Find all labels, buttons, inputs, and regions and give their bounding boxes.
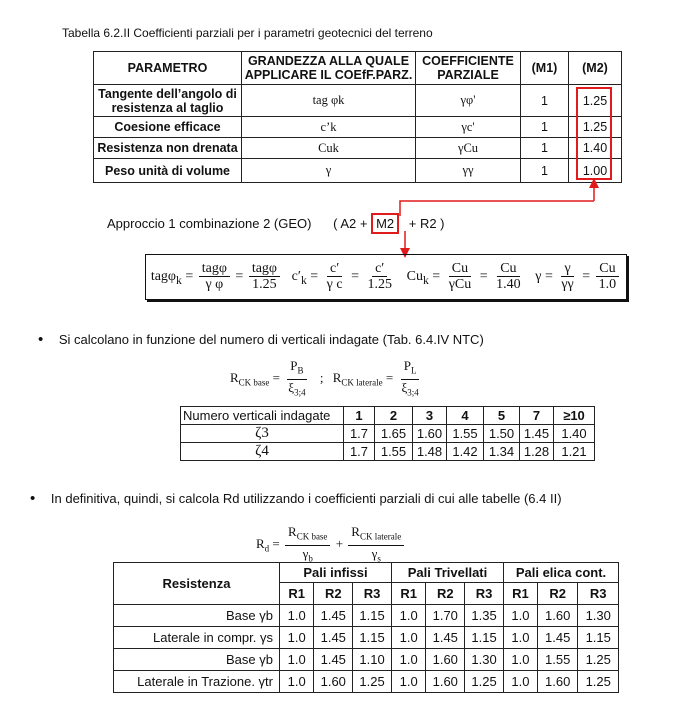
rck-formula: $R_{CK base}$ = $\frac{P_B}{\xi_{3;4}}$ ; $R_{CK laterale}$ = $\frac{P_L}{\xi_{3;4}}$	[230, 358, 419, 398]
sub-header: R1	[280, 583, 314, 605]
row-label: Laterale in compr. γs	[114, 627, 280, 649]
row-m2: 1.40	[569, 138, 622, 159]
formula-cu: $Cu_k$ = $\frac{Cu}{\text{γCu}}$ = $\frac{Cu}{1.40}$	[406, 261, 521, 292]
row-grandezza: c’k	[242, 117, 416, 138]
cell: 1.40	[554, 425, 595, 443]
row-m2: 1.25	[569, 117, 622, 138]
sub-header: R1	[392, 583, 426, 605]
approach-open: ( A2 +	[333, 216, 368, 231]
row-grandezza: tag φk	[242, 85, 416, 117]
cell: 1.45	[537, 627, 578, 649]
cell: 1.28	[520, 443, 554, 461]
header-parametro: PARAMETRO	[94, 52, 242, 85]
header-m2: (M2)	[569, 52, 622, 85]
row-m1: 1	[521, 138, 569, 159]
header-numero-verticali: Numero verticali indagate	[181, 407, 344, 425]
col-header: 2	[375, 407, 413, 425]
m2-value: 1.25	[582, 93, 608, 108]
table-verticali	[180, 406, 595, 461]
row-label: Base γb	[114, 649, 280, 671]
table-coefficienti-geotecnici	[93, 51, 622, 183]
m2-highlight-box	[576, 87, 612, 180]
row-param: Peso unità di volume	[94, 159, 242, 183]
table-row	[114, 605, 619, 627]
col-header: 4	[447, 407, 484, 425]
cell: 1.0	[392, 671, 426, 693]
table-row	[181, 425, 595, 443]
cell: 1.60	[413, 425, 447, 443]
row-coeff: γc'	[416, 117, 521, 138]
table-row	[94, 85, 622, 117]
cell: 1.45	[426, 627, 465, 649]
row-coeff: γγ	[416, 159, 521, 183]
cell: 1.15	[465, 627, 504, 649]
row-grandezza: Cuk	[242, 138, 416, 159]
row-coeff: γCu	[416, 138, 521, 159]
row-label: ζ4	[181, 443, 344, 461]
row-label: Laterale in Trazione. γtr	[114, 671, 280, 693]
col-header: ≥10	[554, 407, 595, 425]
sub-header: R3	[353, 583, 392, 605]
table-row	[94, 117, 622, 138]
cell: 1.0	[392, 627, 426, 649]
row-param: Coesione efficace	[94, 117, 242, 138]
col-header: 1	[344, 407, 375, 425]
col-header: 7	[520, 407, 554, 425]
row-label: Base γb	[114, 605, 280, 627]
cell: 1.15	[578, 627, 619, 649]
cell: 1.45	[314, 627, 353, 649]
bullet-text: Si calcolano in funzione del numero di verticali indagate (Tab. 6.4.IV NTC)	[58, 332, 484, 347]
bullet-text: In definitiva, quindi, si calcola Rd utilizzando i coefficienti parziali di cui alle tabelle (6.4 II)	[50, 491, 562, 506]
cell: 1.0	[504, 605, 538, 627]
col-header: 5	[484, 407, 520, 425]
cell: 1.21	[554, 443, 595, 461]
bullet-icon: •	[30, 490, 36, 507]
row-label: ζ3	[181, 425, 344, 443]
cell: 1.34	[484, 443, 520, 461]
header-coefficiente: COEFFICIENTE PARZIALE	[416, 52, 521, 85]
table-row	[181, 443, 595, 461]
cell: 1.55	[447, 425, 484, 443]
table-resistenza	[113, 562, 619, 693]
bullet-icon: •	[38, 331, 44, 348]
cell: 1.55	[537, 649, 578, 671]
rd-formula: $R_d$ = $\frac{R_{CK base}}{\gamma_b}$ + $\frac{R_{CK laterale}}{\gamma_s}$	[256, 524, 406, 566]
row-m1: 1	[521, 117, 569, 138]
cell: 1.25	[578, 671, 619, 693]
formula-box	[145, 254, 627, 300]
row-grandezza: γ	[242, 159, 416, 183]
sub-header: R3	[465, 583, 504, 605]
formula-tag-phi: tagφ$_k$ = $\frac{\text{tagφ}}{\text{γ φ}}$ = $\frac{\text{tagφ}}{1.25}$	[151, 261, 282, 293]
table-row	[114, 627, 619, 649]
sub-header: R2	[426, 583, 465, 605]
row-coeff: γφ'	[416, 85, 521, 117]
cell: 1.25	[465, 671, 504, 693]
header-pali-trivellati: Pali Trivellati	[392, 563, 504, 583]
formula-gamma: γ = $\frac{\gamma}{\gamma\gamma}$ = $\frac{Cu}{1.0}$	[535, 261, 621, 293]
sub-header: R2	[314, 583, 353, 605]
bullet-item-2	[30, 490, 562, 507]
header-grandezza: GRANDEZZA ALLA QUALE APPLICARE IL COEfF.PARZ.	[242, 52, 416, 85]
cell: 1.0	[504, 627, 538, 649]
cell: 1.7	[344, 425, 375, 443]
cell: 1.60	[426, 649, 465, 671]
cell: 1.0	[280, 649, 314, 671]
cell: 1.0	[392, 605, 426, 627]
cell: 1.70	[426, 605, 465, 627]
cell: 1.60	[537, 605, 578, 627]
cell: 1.0	[504, 671, 538, 693]
header-pali-infissi: Pali infissi	[280, 563, 392, 583]
cell: 1.55	[375, 443, 413, 461]
cell: 1.0	[280, 605, 314, 627]
cell: 1.30	[578, 605, 619, 627]
cell: 1.65	[375, 425, 413, 443]
row-param: Tangente dell’angolo di resistenza al taglio	[94, 85, 242, 117]
cell: 1.50	[484, 425, 520, 443]
approach-text: Approccio 1 combinazione 2 (GEO)	[107, 216, 312, 231]
table-row	[94, 138, 622, 159]
cell: 1.15	[353, 627, 392, 649]
row-m1: 1	[521, 85, 569, 117]
cell: 1.25	[353, 671, 392, 693]
cell: 1.0	[504, 649, 538, 671]
cell: 1.60	[537, 671, 578, 693]
cell: 1.48	[413, 443, 447, 461]
table1-caption: Tabella 6.2.II Coefficienti parziali per i parametri geotecnici del terreno	[62, 26, 433, 40]
cell: 1.0	[280, 627, 314, 649]
row-m1: 1	[521, 159, 569, 183]
sub-header: R3	[578, 583, 619, 605]
cell: 1.0	[280, 671, 314, 693]
cell: 1.15	[353, 605, 392, 627]
cell: 1.45	[520, 425, 554, 443]
cell: 1.35	[465, 605, 504, 627]
cell: 1.10	[353, 649, 392, 671]
row-m2: 1.00	[569, 159, 622, 183]
row-param: Resistenza non drenata	[94, 138, 242, 159]
cell: 1.60	[426, 671, 465, 693]
bullet-item-1	[38, 331, 484, 348]
header-resistenza: Resistenza	[114, 563, 280, 605]
formula-cohesion: $c'_k$ = $\frac{c'}{\text{γ c}}$ = $\frac{c'}{1.25}$	[291, 261, 392, 292]
approach-close: + R2 )	[408, 216, 445, 231]
sub-header: R2	[537, 583, 578, 605]
cell: 1.7	[344, 443, 375, 461]
header-pali-elica: Pali elica cont.	[504, 563, 619, 583]
approach-m2: M2	[371, 213, 399, 234]
header-m1: (M1)	[521, 52, 569, 85]
col-header: 3	[413, 407, 447, 425]
cell: 1.0	[392, 649, 426, 671]
cell: 1.42	[447, 443, 484, 461]
table-row	[114, 649, 619, 671]
table-row	[114, 671, 619, 693]
approach-line	[107, 216, 445, 231]
cell: 1.60	[314, 671, 353, 693]
sub-header: R1	[504, 583, 538, 605]
cell: 1.25	[578, 649, 619, 671]
cell: 1.45	[314, 605, 353, 627]
cell: 1.45	[314, 649, 353, 671]
cell: 1.30	[465, 649, 504, 671]
